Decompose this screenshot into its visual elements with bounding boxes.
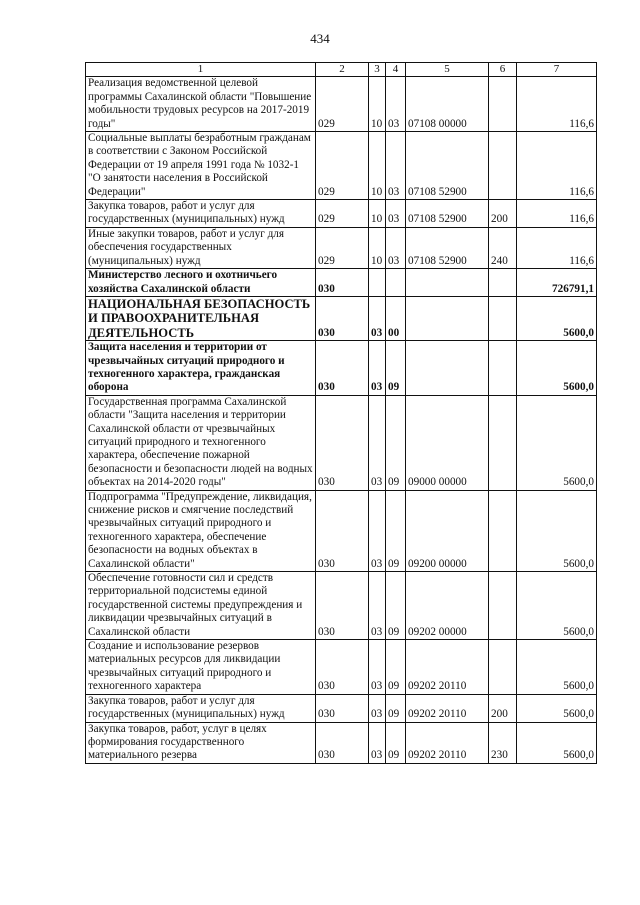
- ministry-code-cell: 029: [316, 132, 369, 200]
- target-article-cell: 09202 20110: [406, 640, 489, 695]
- subsection-code-cell: 03: [386, 200, 406, 228]
- subsection-code-cell: 03: [386, 227, 406, 268]
- ministry-code-cell: 030: [316, 694, 369, 722]
- expense-type-cell: [489, 296, 517, 340]
- expense-type-cell: [489, 269, 517, 297]
- amount-cell: 5600,0: [517, 395, 597, 490]
- expense-type-cell: 200: [489, 200, 517, 228]
- row-name-cell: Государственная программа Сахалинской области "Защита населения и территории Сахалинской области от чрезвычайных ситуаций природного и техногенного характера, обеспечение пожарной безопасности и безопасности людей на водных объектах на 2014-2020 годы": [86, 395, 316, 490]
- section-code-cell: 03: [369, 490, 386, 571]
- table-row: [86, 572, 597, 640]
- amount-cell: 726791,1: [517, 269, 597, 297]
- amount-cell: 5600,0: [517, 640, 597, 695]
- target-article-cell: 09200 00000: [406, 490, 489, 571]
- section-code-cell: 10: [369, 77, 386, 132]
- section-code-cell: 03: [369, 572, 386, 640]
- subsection-code-cell: 09: [386, 640, 406, 695]
- amount-cell: 116,6: [517, 77, 597, 132]
- column-header: 6: [489, 63, 517, 77]
- subsection-code-cell: 09: [386, 395, 406, 490]
- subsection-code-cell: 09: [386, 341, 406, 396]
- section-code-cell: 10: [369, 227, 386, 268]
- section-code-cell: 03: [369, 722, 386, 763]
- amount-cell: 5600,0: [517, 694, 597, 722]
- row-name-cell: Обеспечение готовности сил и средств территориальной подсистемы единой государственной системы предупреждения и ликвидации чрезвычайных ситуаций в Сахалинской области: [86, 572, 316, 640]
- table-row: [86, 132, 597, 200]
- table-row: [86, 227, 597, 268]
- ministry-code-cell: 029: [316, 227, 369, 268]
- budget-table: [85, 62, 597, 764]
- row-name-cell: Создание и использование резервов материальных ресурсов для ликвидации чрезвычайных ситуаций природного и техногенного характера: [86, 640, 316, 695]
- amount-cell: 5600,0: [517, 341, 597, 396]
- subsection-code-cell: 03: [386, 132, 406, 200]
- amount-cell: 5600,0: [517, 572, 597, 640]
- expense-type-cell: [489, 77, 517, 132]
- subsection-code-cell: 09: [386, 572, 406, 640]
- target-article-cell: [406, 269, 489, 297]
- amount-cell: 116,6: [517, 132, 597, 200]
- amount-cell: 5600,0: [517, 296, 597, 340]
- target-article-cell: 09000 00000: [406, 395, 489, 490]
- ministry-code-cell: 030: [316, 490, 369, 571]
- target-article-cell: 07108 52900: [406, 200, 489, 228]
- row-name-cell: Закупка товаров, работ, услуг в целях формирования государственного материального резерва: [86, 722, 316, 763]
- table-row: [86, 200, 597, 228]
- expense-type-cell: [489, 132, 517, 200]
- amount-cell: 5600,0: [517, 722, 597, 763]
- expense-type-cell: [489, 572, 517, 640]
- table-row: [86, 640, 597, 695]
- expense-type-cell: 230: [489, 722, 517, 763]
- ministry-code-cell: 030: [316, 296, 369, 340]
- section-code-cell: 03: [369, 395, 386, 490]
- table-row: [86, 490, 597, 571]
- table-header-row: [86, 63, 597, 77]
- row-name-cell: Подпрограмма "Предупреждение, ликвидация, снижение рисков и смягчение последствий чрезвычайных ситуаций природного и техногенного характера, обеспечение безопасности на водных объектах в Сахалинской области": [86, 490, 316, 571]
- row-name-cell: Министерство лесного и охотничьего хозяйства Сахалинской области: [86, 269, 316, 297]
- column-header: 1: [86, 63, 316, 77]
- expense-type-cell: [489, 640, 517, 695]
- subsection-code-cell: 00: [386, 296, 406, 340]
- table-body: [86, 77, 597, 763]
- target-article-cell: 09202 20110: [406, 722, 489, 763]
- section-code-cell: 03: [369, 694, 386, 722]
- section-code-cell: [369, 269, 386, 297]
- table-row: [86, 296, 597, 340]
- amount-cell: 116,6: [517, 200, 597, 228]
- target-article-cell: [406, 341, 489, 396]
- column-header: 5: [406, 63, 489, 77]
- subsection-code-cell: 03: [386, 77, 406, 132]
- row-name-cell: Закупка товаров, работ и услуг для государственных (муниципальных) нужд: [86, 694, 316, 722]
- target-article-cell: 07108 00000: [406, 77, 489, 132]
- section-code-cell: 03: [369, 296, 386, 340]
- expense-type-cell: 240: [489, 227, 517, 268]
- section-code-cell: 03: [369, 640, 386, 695]
- expense-type-cell: 200: [489, 694, 517, 722]
- table-row: [86, 341, 597, 396]
- target-article-cell: 09202 00000: [406, 572, 489, 640]
- expense-type-cell: [489, 395, 517, 490]
- subsection-code-cell: [386, 269, 406, 297]
- target-article-cell: [406, 296, 489, 340]
- ministry-code-cell: 030: [316, 269, 369, 297]
- column-header: 3: [369, 63, 386, 77]
- row-name-cell: НАЦИОНАЛЬНАЯ БЕЗОПАСНОСТЬ И ПРАВООХРАНИТЕЛЬНАЯ ДЕЯТЕЛЬНОСТЬ: [86, 296, 316, 340]
- row-name-cell: Закупка товаров, работ и услуг для государственных (муниципальных) нужд: [86, 200, 316, 228]
- column-header: 2: [316, 63, 369, 77]
- subsection-code-cell: 09: [386, 722, 406, 763]
- row-name-cell: Реализация ведомственной целевой программы Сахалинской области "Повышение мобильности трудовых ресурсов на 2017-2019 годы": [86, 77, 316, 132]
- ministry-code-cell: 030: [316, 341, 369, 396]
- ministry-code-cell: 029: [316, 200, 369, 228]
- row-name-cell: Социальные выплаты безработным гражданам в соответствии с Законом Российской Федерации от 19 апреля 1991 года № 1032-1 "О занятости населения в Российской Федерации": [86, 132, 316, 200]
- ministry-code-cell: 030: [316, 640, 369, 695]
- table-row: [86, 722, 597, 763]
- target-article-cell: 09202 20110: [406, 694, 489, 722]
- page-number: 434: [310, 31, 330, 46]
- row-name-cell: Защита населения и территории от чрезвычайных ситуаций природного и техногенного характера, гражданская оборона: [86, 341, 316, 396]
- table-row: [86, 269, 597, 297]
- column-header: 7: [517, 63, 597, 77]
- ministry-code-cell: 029: [316, 77, 369, 132]
- section-code-cell: 03: [369, 341, 386, 396]
- subsection-code-cell: 09: [386, 490, 406, 571]
- section-code-cell: 10: [369, 200, 386, 228]
- table-row: [86, 77, 597, 132]
- amount-cell: 116,6: [517, 227, 597, 268]
- table-row: [86, 694, 597, 722]
- table-row: [86, 395, 597, 490]
- expense-type-cell: [489, 341, 517, 396]
- row-name-cell: Иные закупки товаров, работ и услуг для обеспечения государственных (муниципальных) нужд: [86, 227, 316, 268]
- column-header: 4: [386, 63, 406, 77]
- target-article-cell: 07108 52900: [406, 132, 489, 200]
- expense-type-cell: [489, 490, 517, 571]
- ministry-code-cell: 030: [316, 572, 369, 640]
- amount-cell: 5600,0: [517, 490, 597, 571]
- ministry-code-cell: 030: [316, 722, 369, 763]
- subsection-code-cell: 09: [386, 694, 406, 722]
- target-article-cell: 07108 52900: [406, 227, 489, 268]
- ministry-code-cell: 030: [316, 395, 369, 490]
- section-code-cell: 10: [369, 132, 386, 200]
